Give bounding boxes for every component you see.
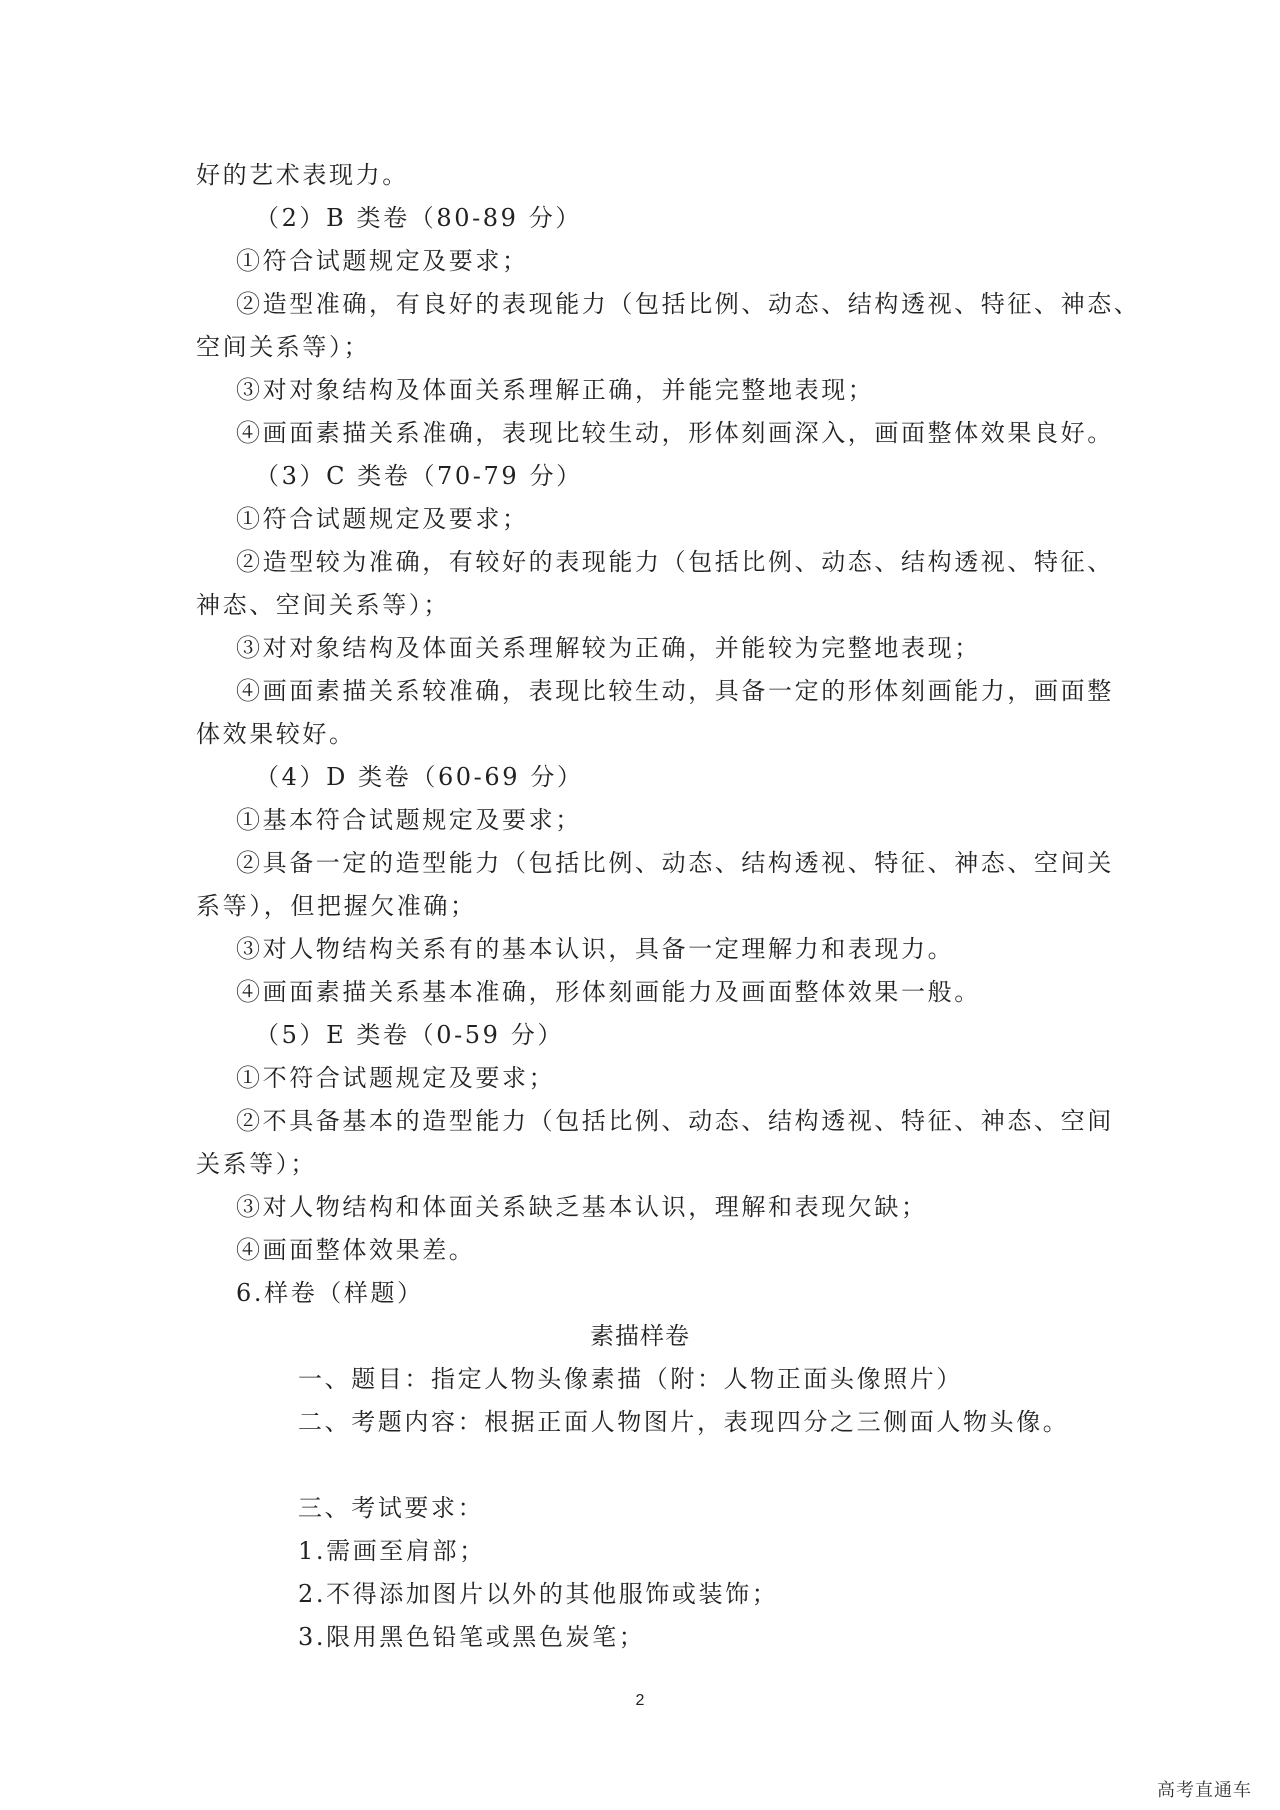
- paragraph-line: 空间关系等）；: [196, 333, 371, 361]
- paragraph-line: ④画面素描关系准确，表现比较生动，形体刻画深入，画面整体效果良好。: [236, 419, 1114, 447]
- paragraph-line: 1.需画至肩部；: [298, 1537, 486, 1565]
- paragraph-line: ②造型较为准确，有较好的表现能力（包括比例、动态、结构透视、特征、: [236, 548, 1114, 576]
- paragraph-line: 系等），但把握欠准确；: [196, 892, 477, 920]
- paragraph-line: ①不符合试题规定及要求；: [236, 1064, 556, 1092]
- watermark: 高考直通车: [1157, 1780, 1252, 1801]
- paragraph-line: 一、题目：指定人物头像素描（附：人物正面头像照片）: [298, 1365, 963, 1393]
- paragraph-line: ④画面素描关系较准确，表现比较生动，具备一定的形体刻画能力，画面整: [236, 677, 1114, 705]
- paragraph-line: 3.限用黑色铅笔或黑色炭笔；: [298, 1623, 646, 1651]
- paragraph-line: ①符合试题规定及要求；: [236, 505, 529, 533]
- sample-title: 素描样卷: [590, 1322, 690, 1350]
- paragraph-line: 神态、空间关系等）；: [196, 591, 450, 619]
- category-heading-b: （2）B 类卷（80-89 分）: [255, 204, 582, 232]
- paragraph-line: 三、考试要求：: [298, 1494, 485, 1522]
- paragraph-line: 2.不得添加图片以外的其他服饰或装饰；: [298, 1580, 779, 1608]
- paragraph-line: ③对对象结构及体面关系理解较为正确，并能较为完整地表现；: [236, 634, 981, 662]
- paragraph-line: ③对人物结构和体面关系缺乏基本认识，理解和表现欠缺；: [236, 1193, 928, 1221]
- paragraph-line: ③对对象结构及体面关系理解正确，并能完整地表现；: [236, 376, 875, 404]
- paragraph-line: ④画面整体效果差。: [236, 1236, 476, 1264]
- paragraph-line: 二、考题内容：根据正面人物图片，表现四分之三侧面人物头像。: [298, 1408, 1070, 1436]
- category-heading-e: （5）E 类卷（0-59 分）: [255, 1021, 564, 1049]
- paragraph-line: 好的艺术表现力。: [196, 161, 409, 189]
- paragraph-line: ②不具备基本的造型能力（包括比例、动态、结构透视、特征、神态、空间: [236, 1107, 1114, 1135]
- category-heading-d: （4）D 类卷（60-69 分）: [255, 763, 584, 791]
- section-heading: 6.样卷（样题）: [236, 1279, 424, 1307]
- paragraph-line: ②造型准确，有良好的表现能力（包括比例、动态、结构透视、特征、神态、: [236, 290, 1141, 318]
- category-heading-c: （3）C 类卷（70-79 分）: [255, 462, 583, 490]
- paragraph-line: 体效果较好。: [196, 720, 356, 748]
- paragraph-line: ①基本符合试题规定及要求；: [236, 806, 582, 834]
- page-number: 2: [635, 1692, 645, 1709]
- paragraph-line: ②具备一定的造型能力（包括比例、动态、结构透视、特征、神态、空间关: [236, 849, 1114, 877]
- paragraph-line: ①符合试题规定及要求；: [236, 247, 529, 275]
- paragraph-line: 关系等）；: [196, 1150, 317, 1178]
- paragraph-line: ③对人物结构关系有的基本认识，具备一定理解力和表现力。: [236, 935, 955, 963]
- paragraph-line: ④画面素描关系基本准确，形体刻画能力及画面整体效果一般。: [236, 978, 981, 1006]
